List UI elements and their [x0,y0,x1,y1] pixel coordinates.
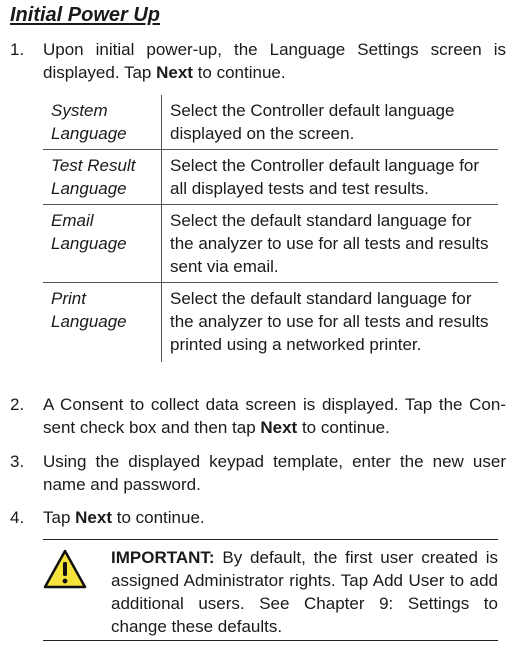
term-cell: System Language [43,95,162,150]
term-cell: Email Language [43,205,162,283]
note-text: IMPORTANT: By default, the first user created is assigned Administrator rights. Tap Add User to add additional users. See Chapter 9: Settings to change these defaults. [111,548,498,636]
section-title: Initial Power Up [10,4,161,26]
step-1 [10,38,506,84]
step-text: Tap Next to continue. [43,508,205,527]
step-number: 2. [10,395,25,414]
language-settings-table [43,95,498,362]
table-row [43,205,498,283]
warning-icon [43,549,87,589]
table-row [43,150,498,205]
important-note [43,539,498,641]
step-number: 1. [10,40,25,59]
step-4 [10,506,506,529]
term-cell: Print Language [43,283,162,363]
description-cell: Select the default standard language for the analyzer to use for all tests and results sent via email. [162,205,499,283]
description-cell: Select the Controller default language displayed on the screen. [170,101,455,143]
step-3 [10,450,506,496]
step-text: Using the displayed keypad template, enter the new user name and password. [43,452,506,494]
step-number: 4. [10,508,25,527]
table-row [43,283,498,363]
table-row [43,95,498,150]
step-number: 3. [10,452,25,471]
step-text: Upon initial power-up, the Language Settings screen is displayed. Tap Next to continue. [43,40,506,82]
description-cell: Select the Controller default language for all displayed tests and test results. [162,150,499,205]
term-cell: Test Result Language [43,150,162,205]
description-cell: Select the default standard language for the analyzer to use for all tests and results printed using a networked printer. [162,283,499,363]
step-text: A Consent to collect data screen is displayed. Tap the Con-sent check box and then tap Next to continue. [43,395,506,437]
step-2 [10,393,506,439]
